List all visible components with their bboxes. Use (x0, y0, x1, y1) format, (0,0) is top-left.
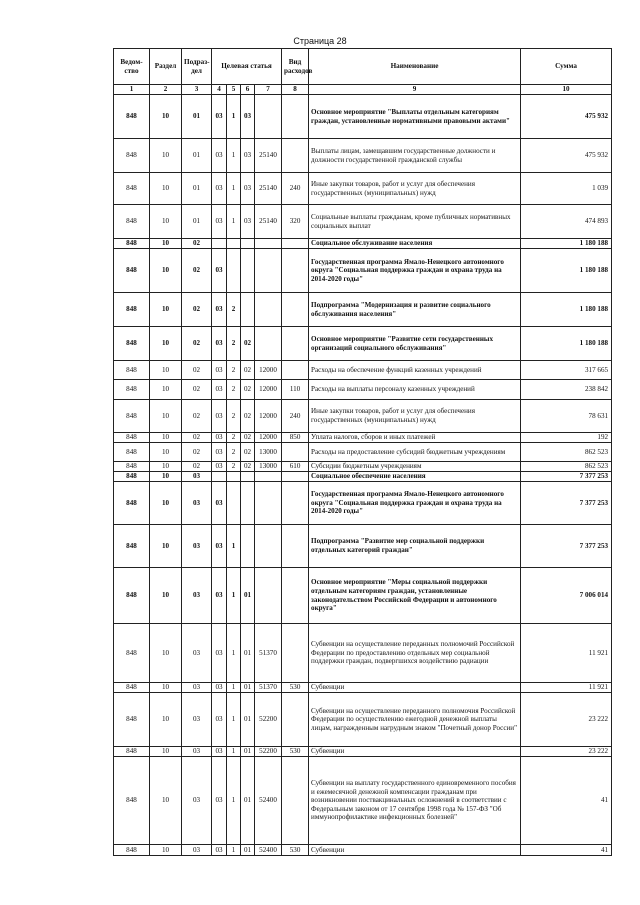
cell-program: 03 (212, 568, 227, 624)
cell-subprogram: 1 (227, 525, 241, 568)
cell-vid: 530 (282, 747, 309, 757)
cell-subprogram: 1 (227, 683, 241, 693)
cell-amount: 7 006 014 (521, 568, 612, 624)
cell-razdel: 10 (150, 747, 182, 757)
cell-event: 01 (241, 568, 255, 624)
cell-vid: 320 (282, 205, 309, 239)
cell-program: 03 (212, 361, 227, 380)
cell-podrazdel: 03 (182, 525, 212, 568)
cell-direction (255, 568, 282, 624)
table-row (114, 400, 612, 433)
cell-amount: 1 180 188 (521, 249, 612, 293)
cell-name: Подпрограмма "Развитие мер социальной поддержки отдельных категорий граждан" (309, 525, 521, 568)
column-number-row (114, 85, 612, 95)
cell-razdel: 10 (150, 380, 182, 400)
cell-vedomstvo: 848 (114, 380, 150, 400)
header-summa: Сумма (521, 49, 612, 85)
cell-direction: 12000 (255, 361, 282, 380)
cell-vedomstvo: 848 (114, 845, 150, 856)
cell-subprogram (227, 239, 241, 249)
cell-name: Государственная программа Ямало-Ненецкого автономного округа "Социальная поддержка граждан и охрана труда на 2014-2020 годы" (309, 482, 521, 525)
table-row (114, 482, 612, 525)
cell-amount: 11 921 (521, 624, 612, 683)
cell-vid (282, 293, 309, 327)
cell-event: 01 (241, 624, 255, 683)
cell-event: 02 (241, 327, 255, 361)
cell-name: Иные закупки товаров, работ и услуг для обеспечения государственных (муниципальных) нужд (309, 400, 521, 433)
cell-amount: 7 377 253 (521, 472, 612, 482)
cell-event: 03 (241, 139, 255, 173)
cell-program: 03 (212, 462, 227, 472)
cell-vedomstvo: 848 (114, 525, 150, 568)
cell-amount: 11 921 (521, 683, 612, 693)
cell-podrazdel: 03 (182, 757, 212, 845)
cell-program: 03 (212, 249, 227, 293)
cell-direction: 13000 (255, 443, 282, 462)
table-row (114, 845, 612, 856)
cell-name: Основное мероприятие "Развитие сети государственных организаций социального обслуживания" (309, 327, 521, 361)
cell-podrazdel: 01 (182, 139, 212, 173)
cell-podrazdel: 03 (182, 472, 212, 482)
cell-razdel: 10 (150, 293, 182, 327)
cell-direction: 25140 (255, 205, 282, 239)
cell-program: 03 (212, 205, 227, 239)
cell-program: 03 (212, 757, 227, 845)
cell-podrazdel: 02 (182, 327, 212, 361)
cell-vid (282, 757, 309, 845)
column-number: 5 (227, 85, 241, 95)
cell-name: Субвенции (309, 747, 521, 757)
cell-name: Расходы на выплаты персоналу казенных учреждений (309, 380, 521, 400)
cell-vid (282, 249, 309, 293)
cell-name: Субсидии бюджетным учреждениям (309, 462, 521, 472)
cell-event: 02 (241, 361, 255, 380)
cell-amount: 41 (521, 757, 612, 845)
cell-program: 03 (212, 400, 227, 433)
cell-subprogram: 2 (227, 462, 241, 472)
cell-event: 03 (241, 95, 255, 139)
cell-vedomstvo: 848 (114, 139, 150, 173)
cell-podrazdel: 01 (182, 173, 212, 205)
column-number: 3 (182, 85, 212, 95)
cell-program: 03 (212, 95, 227, 139)
cell-amount: 862 523 (521, 443, 612, 462)
cell-vid (282, 482, 309, 525)
cell-direction: 52400 (255, 845, 282, 856)
cell-razdel: 10 (150, 400, 182, 433)
cell-amount: 1 180 188 (521, 239, 612, 249)
cell-podrazdel: 02 (182, 361, 212, 380)
cell-name: Подпрограмма "Модернизация и развитие социального обслуживания населения" (309, 293, 521, 327)
cell-razdel: 10 (150, 249, 182, 293)
header-tselevaya-statya: Целевая статья (212, 49, 282, 85)
cell-direction: 52200 (255, 693, 282, 747)
cell-name: Субвенции на выплату государственного единовременного пособия и ежемесячной денежной компенсации гражданам при возникновении поствакцинальных осложнений в соответствии с Федеральным законом от 17 сентября 1998 года № 157-ФЗ "Об иммунопрофилактике инфекционных болезней" (309, 757, 521, 845)
cell-razdel: 10 (150, 239, 182, 249)
cell-program: 03 (212, 327, 227, 361)
cell-amount: 192 (521, 433, 612, 443)
cell-event: 03 (241, 205, 255, 239)
cell-event: 02 (241, 443, 255, 462)
cell-direction: 51370 (255, 624, 282, 683)
cell-razdel: 10 (150, 462, 182, 472)
cell-event (241, 525, 255, 568)
cell-name: Субвенции на осуществление переданного полномочия Российской Федерации по осуществлению ежегодной денежной выплаты лицам, награжденным нагрудным знаком "Почетный донор России" (309, 693, 521, 747)
table-row (114, 249, 612, 293)
cell-program: 03 (212, 482, 227, 525)
cell-name: Основное мероприятие "Меры социальной поддержки отдельным категориям граждан, установленные законодательством Российской Федерации и автономного округа" (309, 568, 521, 624)
column-number: 2 (150, 85, 182, 95)
cell-podrazdel: 03 (182, 683, 212, 693)
cell-vid (282, 568, 309, 624)
cell-vedomstvo: 848 (114, 239, 150, 249)
cell-razdel: 10 (150, 845, 182, 856)
cell-vid: 610 (282, 462, 309, 472)
cell-direction (255, 327, 282, 361)
cell-event (241, 249, 255, 293)
table-row (114, 525, 612, 568)
cell-program: 03 (212, 747, 227, 757)
column-number: 9 (309, 85, 521, 95)
cell-name: Социальное обеспечение населения (309, 472, 521, 482)
cell-vedomstvo: 848 (114, 327, 150, 361)
table-row (114, 293, 612, 327)
cell-podrazdel: 02 (182, 462, 212, 472)
header-razdel: Раздел (150, 49, 182, 85)
header-vedomstvo: Ведом-ство (114, 49, 150, 85)
cell-subprogram: 1 (227, 568, 241, 624)
cell-name: Уплата налогов, сборов и иных платежей (309, 433, 521, 443)
cell-amount: 474 893 (521, 205, 612, 239)
cell-vedomstvo: 848 (114, 472, 150, 482)
cell-vid (282, 239, 309, 249)
cell-amount: 862 523 (521, 462, 612, 472)
cell-amount: 1 180 188 (521, 293, 612, 327)
cell-podrazdel: 03 (182, 482, 212, 525)
cell-direction (255, 95, 282, 139)
cell-name: Государственная программа Ямало-Ненецкого автономного округа "Социальная поддержка граждан и охрана труда на 2014-2020 годы" (309, 249, 521, 293)
cell-razdel: 10 (150, 472, 182, 482)
cell-vid (282, 95, 309, 139)
table-row (114, 239, 612, 249)
cell-subprogram: 1 (227, 747, 241, 757)
cell-name: Социальное обслуживание населения (309, 239, 521, 249)
cell-subprogram: 2 (227, 361, 241, 380)
cell-event: 02 (241, 462, 255, 472)
cell-direction (255, 482, 282, 525)
cell-vedomstvo: 848 (114, 462, 150, 472)
cell-vedomstvo: 848 (114, 568, 150, 624)
cell-razdel: 10 (150, 361, 182, 380)
cell-podrazdel: 02 (182, 443, 212, 462)
cell-razdel: 10 (150, 525, 182, 568)
cell-vid: 240 (282, 173, 309, 205)
cell-event: 02 (241, 380, 255, 400)
cell-program: 03 (212, 525, 227, 568)
table-row (114, 327, 612, 361)
table-row (114, 173, 612, 205)
cell-razdel: 10 (150, 139, 182, 173)
cell-podrazdel: 02 (182, 249, 212, 293)
cell-event: 03 (241, 173, 255, 205)
cell-amount: 78 631 (521, 400, 612, 433)
cell-subprogram: 1 (227, 845, 241, 856)
table-row (114, 757, 612, 845)
cell-amount: 23 222 (521, 747, 612, 757)
cell-direction: 52200 (255, 747, 282, 757)
cell-razdel: 10 (150, 624, 182, 683)
cell-podrazdel: 01 (182, 95, 212, 139)
table-row (114, 462, 612, 472)
cell-event (241, 293, 255, 327)
cell-razdel: 10 (150, 327, 182, 361)
cell-subprogram: 1 (227, 693, 241, 747)
cell-vedomstvo: 848 (114, 624, 150, 683)
cell-podrazdel: 03 (182, 845, 212, 856)
cell-vedomstvo: 848 (114, 293, 150, 327)
cell-vid (282, 693, 309, 747)
cell-podrazdel: 02 (182, 400, 212, 433)
cell-vid: 530 (282, 845, 309, 856)
cell-amount: 1 180 188 (521, 327, 612, 361)
cell-podrazdel: 02 (182, 433, 212, 443)
column-number: 4 (212, 85, 227, 95)
cell-razdel: 10 (150, 95, 182, 139)
cell-vid: 110 (282, 380, 309, 400)
cell-program (212, 472, 227, 482)
table-row (114, 472, 612, 482)
cell-razdel: 10 (150, 693, 182, 747)
cell-program: 03 (212, 683, 227, 693)
cell-vedomstvo: 848 (114, 249, 150, 293)
header-naimenovanie: Наименование (309, 49, 521, 85)
cell-vedomstvo: 848 (114, 95, 150, 139)
cell-direction (255, 249, 282, 293)
cell-event: 01 (241, 845, 255, 856)
cell-vedomstvo: 848 (114, 482, 150, 525)
cell-subprogram: 1 (227, 757, 241, 845)
cell-vid (282, 525, 309, 568)
cell-event (241, 239, 255, 249)
cell-subprogram: 2 (227, 293, 241, 327)
cell-vid (282, 327, 309, 361)
cell-razdel: 10 (150, 173, 182, 205)
table-row (114, 683, 612, 693)
table-row (114, 443, 612, 462)
cell-subprogram (227, 472, 241, 482)
column-number: 8 (282, 85, 309, 95)
cell-amount: 475 932 (521, 139, 612, 173)
cell-program: 03 (212, 433, 227, 443)
cell-subprogram: 1 (227, 139, 241, 173)
cell-event (241, 482, 255, 525)
cell-vedomstvo: 848 (114, 205, 150, 239)
cell-razdel: 10 (150, 568, 182, 624)
cell-vedomstvo: 848 (114, 757, 150, 845)
cell-podrazdel: 02 (182, 293, 212, 327)
cell-subprogram: 1 (227, 624, 241, 683)
table-row (114, 380, 612, 400)
cell-podrazdel: 01 (182, 205, 212, 239)
cell-subprogram (227, 482, 241, 525)
cell-podrazdel: 03 (182, 693, 212, 747)
cell-vedomstvo: 848 (114, 747, 150, 757)
cell-vid (282, 443, 309, 462)
cell-podrazdel: 03 (182, 624, 212, 683)
cell-program: 03 (212, 139, 227, 173)
cell-amount: 1 039 (521, 173, 612, 205)
table-row (114, 433, 612, 443)
cell-amount: 7 377 253 (521, 525, 612, 568)
header-podrazdel: Подраз-дел (182, 49, 212, 85)
cell-razdel: 10 (150, 757, 182, 845)
table-row (114, 361, 612, 380)
cell-amount: 23 222 (521, 693, 612, 747)
cell-vedomstvo: 848 (114, 433, 150, 443)
table-row (114, 693, 612, 747)
header-row (114, 49, 612, 85)
cell-event: 01 (241, 757, 255, 845)
table-row (114, 95, 612, 139)
cell-subprogram (227, 249, 241, 293)
cell-direction: 52400 (255, 757, 282, 845)
cell-name: Выплаты лицам, замещавшим государственные должности и должности государственной гражданской службы (309, 139, 521, 173)
cell-direction: 51370 (255, 683, 282, 693)
cell-direction: 25140 (255, 139, 282, 173)
cell-program: 03 (212, 693, 227, 747)
cell-amount: 7 377 253 (521, 482, 612, 525)
cell-program: 03 (212, 380, 227, 400)
cell-razdel: 10 (150, 443, 182, 462)
cell-vedomstvo: 848 (114, 443, 150, 462)
cell-podrazdel: 03 (182, 568, 212, 624)
cell-vid (282, 139, 309, 173)
cell-razdel: 10 (150, 433, 182, 443)
column-number: 10 (521, 85, 612, 95)
cell-razdel: 10 (150, 205, 182, 239)
cell-subprogram: 1 (227, 95, 241, 139)
cell-direction (255, 293, 282, 327)
cell-name: Расходы на предоставление субсидий бюджетным учреждениям (309, 443, 521, 462)
cell-razdel: 10 (150, 482, 182, 525)
cell-razdel: 10 (150, 683, 182, 693)
cell-name: Расходы на обеспечение функций казенных учреждений (309, 361, 521, 380)
cell-subprogram: 2 (227, 433, 241, 443)
cell-name: Основное мероприятие "Выплаты отдельным категориям граждан, установленные нормативными правовыми актами" (309, 95, 521, 139)
cell-vid: 240 (282, 400, 309, 433)
cell-event: 02 (241, 433, 255, 443)
column-number: 6 (241, 85, 255, 95)
cell-subprogram: 1 (227, 205, 241, 239)
cell-subprogram: 2 (227, 443, 241, 462)
cell-event (241, 472, 255, 482)
cell-name: Иные закупки товаров, работ и услуг для обеспечения государственных (муниципальных) нужд (309, 173, 521, 205)
cell-program: 03 (212, 293, 227, 327)
cell-podrazdel: 02 (182, 380, 212, 400)
cell-name: Субвенции (309, 845, 521, 856)
cell-subprogram: 1 (227, 173, 241, 205)
cell-subprogram: 2 (227, 400, 241, 433)
cell-vedomstvo: 848 (114, 683, 150, 693)
cell-direction (255, 472, 282, 482)
cell-amount: 475 932 (521, 95, 612, 139)
table-row (114, 139, 612, 173)
cell-event: 01 (241, 683, 255, 693)
cell-program (212, 239, 227, 249)
column-number: 7 (255, 85, 282, 95)
cell-amount: 238 842 (521, 380, 612, 400)
cell-vedomstvo: 848 (114, 693, 150, 747)
table-row (114, 624, 612, 683)
cell-name: Субвенции на осуществление переданных полномочий Российской Федерации по предоставлению отдельных мер социальной поддержки граждан, подвергшихся воздействию радиации (309, 624, 521, 683)
cell-direction (255, 239, 282, 249)
budget-table (113, 48, 612, 856)
cell-vid (282, 624, 309, 683)
table-row (114, 568, 612, 624)
cell-vid (282, 472, 309, 482)
cell-event: 01 (241, 747, 255, 757)
cell-program: 03 (212, 173, 227, 205)
cell-podrazdel: 03 (182, 747, 212, 757)
page-caption: Страница 28 (293, 36, 347, 46)
cell-program: 03 (212, 845, 227, 856)
header-vid-raskhodov: Вид расходов (282, 49, 309, 85)
cell-vedomstvo: 848 (114, 173, 150, 205)
cell-vid (282, 361, 309, 380)
table-row (114, 205, 612, 239)
cell-name: Субвенции (309, 683, 521, 693)
cell-vedomstvo: 848 (114, 400, 150, 433)
cell-direction: 12000 (255, 433, 282, 443)
cell-direction (255, 525, 282, 568)
cell-name: Социальные выплаты гражданам, кроме публичных нормативных социальных выплат (309, 205, 521, 239)
cell-vid: 530 (282, 683, 309, 693)
cell-subprogram: 2 (227, 327, 241, 361)
cell-direction: 12000 (255, 400, 282, 433)
cell-subprogram: 2 (227, 380, 241, 400)
cell-vedomstvo: 848 (114, 361, 150, 380)
table-row (114, 747, 612, 757)
cell-podrazdel: 02 (182, 239, 212, 249)
cell-vid: 850 (282, 433, 309, 443)
cell-amount: 41 (521, 845, 612, 856)
cell-direction: 13000 (255, 462, 282, 472)
cell-program: 03 (212, 443, 227, 462)
cell-direction: 25140 (255, 173, 282, 205)
cell-event: 01 (241, 693, 255, 747)
cell-program: 03 (212, 624, 227, 683)
column-number: 1 (114, 85, 150, 95)
cell-amount: 317 665 (521, 361, 612, 380)
cell-event: 02 (241, 400, 255, 433)
cell-direction: 12000 (255, 380, 282, 400)
